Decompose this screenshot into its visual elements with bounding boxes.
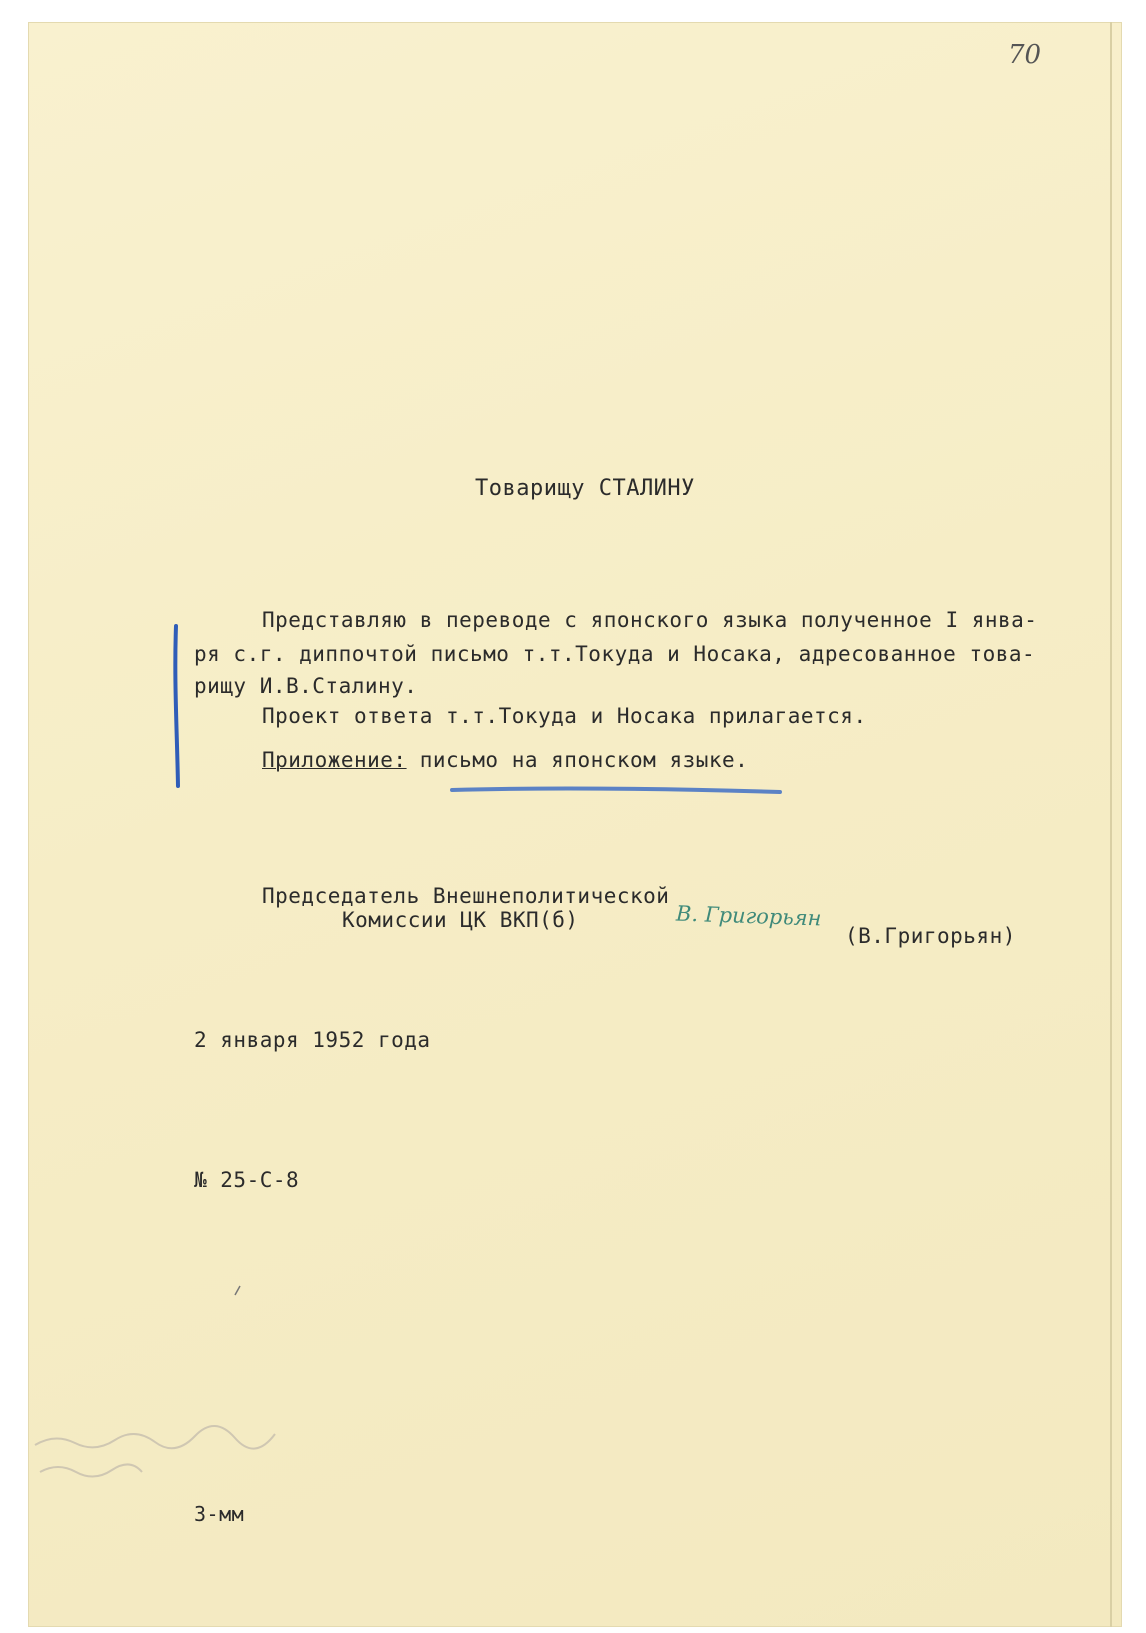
attachment-text: письмо на японском языке. xyxy=(406,748,749,772)
body-line-2: ря с.г. диппочтой письмо т.т.Токуда и Носака, адресованное това- xyxy=(194,642,1036,666)
signature-title-line-1: Председатель Внешнеполитической xyxy=(262,884,670,908)
attachment-label: Приложение: xyxy=(262,748,407,772)
margin-bracket-mark xyxy=(175,626,178,786)
body-line-4: Проект ответа т.т.Токуда и Носака прилагается. xyxy=(262,704,867,728)
handwritten-signature: В. Григорьян xyxy=(675,901,822,931)
typed-name: (В.Григорьян) xyxy=(845,924,1016,948)
addressee: Товарищу СТАЛИНУ xyxy=(475,476,695,501)
footer-code: 3-мм xyxy=(194,1502,245,1526)
signature-title-line-2: Комиссии ЦК ВКП(б) xyxy=(342,908,579,932)
document-date: 2 января 1952 года xyxy=(194,1028,431,1052)
body-line-1: Представляю в переводе с японского языка полученное I янва- xyxy=(262,608,1038,632)
body-line-3: рищу И.В.Сталину. xyxy=(194,674,418,698)
faint-pencil-notes xyxy=(30,1410,300,1490)
registration-number: № 25-С-8 xyxy=(194,1168,300,1192)
page-number: 70 xyxy=(1008,40,1042,70)
stray-pencil-mark xyxy=(232,1284,244,1298)
underline-mark xyxy=(452,789,780,792)
